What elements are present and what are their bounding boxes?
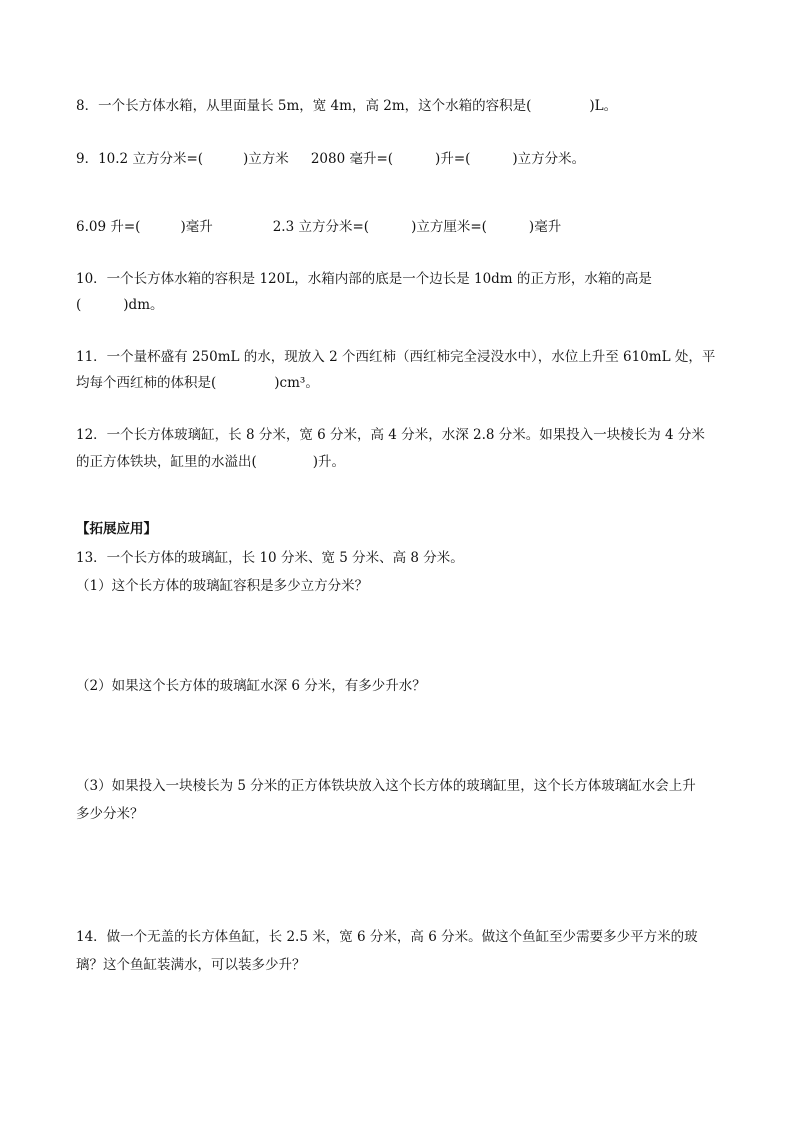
q9-b-mid: )升=( — [435, 151, 471, 167]
question-12-line-2 — [76, 453, 345, 471]
question-10-line-1: 10．一个长方体水箱的容积是 120L，水箱内部的底是一个边长是 10dm 的正方形，水箱的高是 — [76, 271, 652, 287]
question-10-line-2 — [76, 296, 164, 314]
q10-post: )dm。 — [123, 297, 164, 313]
question-8 — [76, 97, 617, 115]
q9-c-post: )毫升 — [180, 219, 213, 235]
question-14-line-2: 璃？这个鱼缸装满水，可以装多少升？ — [76, 957, 306, 973]
q9-d-post: )毫升 — [528, 219, 562, 235]
q9-a-pre: 9．10.2 立方分米=( — [76, 151, 204, 167]
q9-d-pre: 2.3 立方分米=( — [272, 219, 370, 235]
question-13-part-1: （1）这个长方体的玻璃缸容积是多少立方分米？ — [76, 578, 369, 594]
question-14-line-1: 14．做一个无盖的长方体鱼缸，长 2.5 米，宽 6 分米，高 6 分米。做这个鱼缸至少需要多少平方米的玻 — [76, 929, 698, 945]
question-9-row-2 — [76, 218, 561, 236]
q12-post: )升。 — [312, 454, 346, 470]
q9-b-pre: 2080 毫升=( — [310, 151, 394, 167]
q8-text-pre: 8．一个长方体水箱，从里面量长 5m，宽 4m，高 2m，这个水箱的容积是( — [76, 98, 532, 114]
question-11-line-1: 11．一个量杯盛有 250mL 的水，现放入 2 个西红柿（西红柿完全浸没水中），水位上升至 610mL 处，平 — [76, 349, 716, 365]
question-12-line-1: 12．一个长方体玻璃缸，长 8 分米，宽 6 分米，高 4 分米，水深 2.8 分米。如果投入一块棱长为 4 分米 — [76, 427, 705, 443]
q11-pre: 均每个西红柿的体积是( — [76, 375, 217, 391]
question-11-line-2 — [76, 374, 319, 392]
q9-c-pre: 6.09 升=( — [76, 219, 141, 235]
question-13-part-3-line-2: 多少分米？ — [76, 806, 144, 822]
q9-d-mid: )立方厘米=( — [411, 219, 487, 235]
q9-a-post: )立方米 — [243, 151, 289, 167]
q12-pre: 的正方体铁块，缸里的水溢出( — [76, 454, 257, 470]
section-heading: 【拓展应用】 — [76, 521, 157, 537]
q9-b-post: )立方分米。 — [512, 151, 586, 167]
question-13-part-2: （2）如果这个长方体的玻璃缸水深 6 分米，有多少升水？ — [76, 678, 426, 694]
question-9-row-1 — [76, 150, 585, 168]
question-13-part-3-line-1: （3）如果投入一块棱长为 5 分米的正方体铁块放入这个长方体的玻璃缸里，这个长方体玻璃缸水会上升 — [76, 778, 696, 794]
q11-post: )cm³。 — [274, 375, 319, 391]
question-13-stem: 13．一个长方体的玻璃缸，长 10 分米、宽 5 分米、高 8 分米。 — [76, 550, 464, 566]
q8-text-post: )L。 — [589, 98, 618, 114]
q10-pre: ( — [76, 297, 82, 313]
